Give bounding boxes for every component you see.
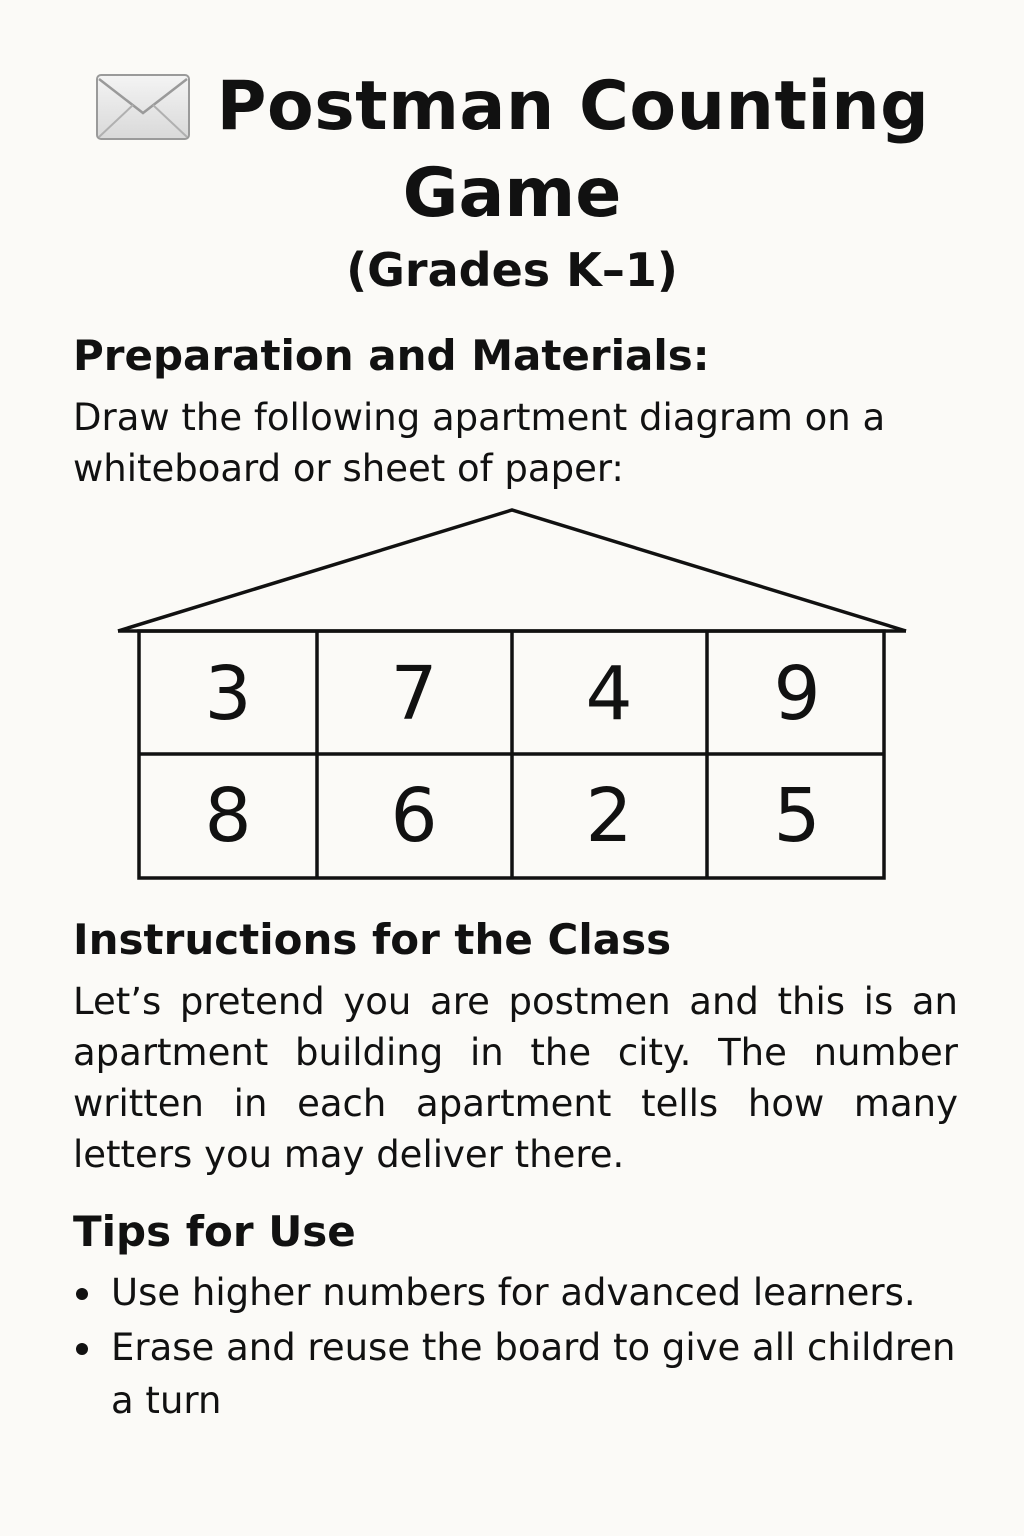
apartment-number: 6 (390, 773, 438, 859)
building-roof (118, 510, 906, 631)
tips-list (73, 1266, 973, 1429)
instructions-text: Let’s pretend you are postmen and this is an apartment building in the city. The number written in each apartment tells how many letters you may deliver there. (73, 980, 958, 1176)
apartment-number: 7 (390, 651, 438, 737)
apartment-number: 5 (773, 773, 821, 859)
grade-subtitle: (Grades K–1) (346, 243, 678, 297)
preparation-text: Draw the following apartment diagram on a whiteboard or sheet of paper: (73, 396, 886, 490)
instructions-heading: Instructions for the Class (73, 915, 672, 964)
tips-heading: Tips for Use (73, 1207, 356, 1256)
page-title-line-1: Postman Counting (216, 67, 930, 146)
tip-text: Erase and reuse the board to give all children a turn (111, 1326, 956, 1422)
tip-text: Use higher numbers for advanced learners. (111, 1271, 916, 1314)
list-item (73, 1266, 973, 1319)
bullet-icon (76, 1288, 88, 1300)
page-title-line-2: Game (402, 154, 622, 233)
apartment-number: 8 (204, 773, 252, 859)
apartment-number: 4 (585, 651, 633, 737)
apartment-number: 2 (585, 773, 633, 859)
preparation-heading: Preparation and Materials: (73, 331, 710, 380)
apartment-number: 3 (204, 651, 252, 737)
bullet-icon (76, 1343, 88, 1355)
apartment-number: 9 (773, 651, 821, 737)
list-item (73, 1321, 973, 1427)
